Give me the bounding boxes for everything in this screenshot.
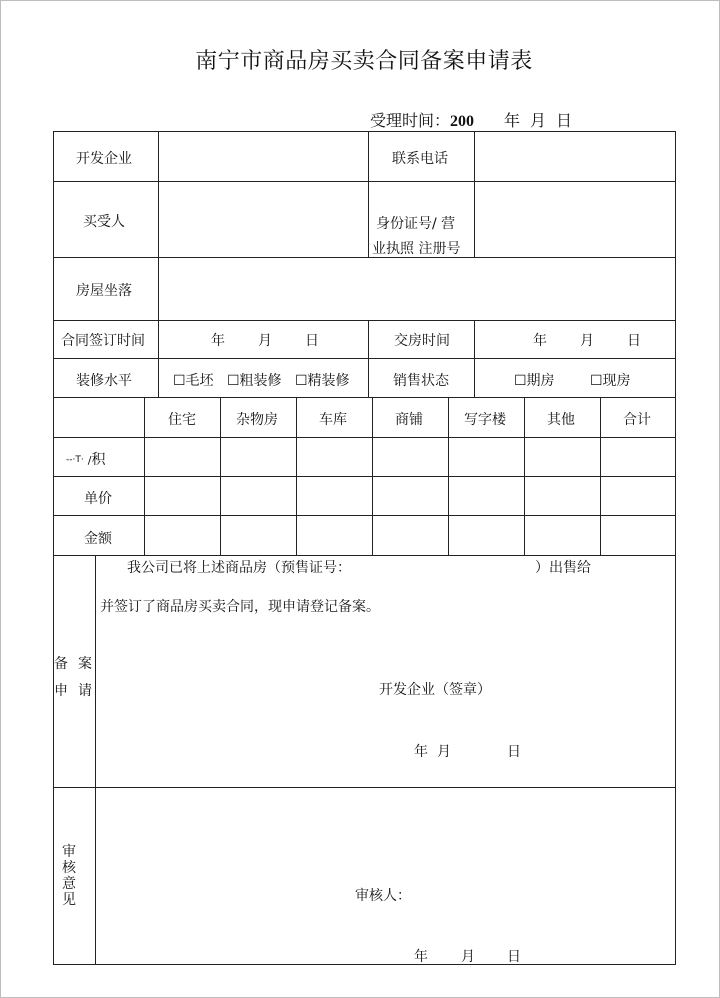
accept-time-day: 日 xyxy=(556,111,573,130)
handover-year: 年 xyxy=(533,333,547,349)
sign-date-label: 合同签订时间 xyxy=(61,333,145,349)
decoration-label: 装修水平 xyxy=(76,373,132,389)
decoration-option-basic[interactable]: ☐粗装修 xyxy=(227,373,282,389)
area-label-char: 积 xyxy=(91,452,106,468)
decoration-option-rough[interactable]: ☐毛坯 xyxy=(173,373,214,389)
review-label: 审核意见 xyxy=(62,844,76,908)
column-office: 写字楼 xyxy=(464,412,506,428)
filing-label-row2 xyxy=(54,680,92,700)
decoration-option-fine[interactable]: ☐精装修 xyxy=(295,373,350,389)
column-other: 其他 xyxy=(547,412,575,428)
area-label-slash: / xyxy=(87,454,92,467)
amount-label: 金额 xyxy=(84,531,112,547)
filing-label-char-1: 备 xyxy=(54,656,68,672)
column-garage: 车库 xyxy=(319,412,347,428)
filing-label-char-3: 申 xyxy=(54,683,68,699)
form-title: 南宁市商品房买卖合同备案申请表 xyxy=(195,49,533,74)
sales-option-presale[interactable]: ☐期房 xyxy=(514,373,555,389)
accept-time-label: 受理时间： xyxy=(370,111,451,130)
id-label-line1: 身份证号/ 营 xyxy=(376,216,456,232)
filing-label-char-2: 案 xyxy=(78,656,92,672)
developer-label: 开发企业 xyxy=(76,151,132,167)
column-residential: 住宅 xyxy=(168,412,196,428)
buyer-label: 买受人 xyxy=(83,214,125,230)
unit-price-label: 单价 xyxy=(84,491,112,507)
handover-label: 交房时间 xyxy=(394,333,450,349)
filing-label-row1 xyxy=(54,653,92,673)
sign-date-day: 日 xyxy=(305,333,319,349)
filing-line1-prefix: 我公司已将上述商品房（预售证号： xyxy=(127,560,351,576)
filing-label-char-4: 请 xyxy=(78,683,92,699)
phone-label: 联系电话 xyxy=(392,151,448,167)
review-date-year: 年 xyxy=(414,949,428,965)
filing-line2: 并签订了商品房买卖合同，现申请登记备案。 xyxy=(100,599,380,615)
filing-line1-suffix: ）出售给 xyxy=(535,560,591,576)
handover-day: 日 xyxy=(627,333,641,349)
filing-date-year: 年 xyxy=(414,744,428,760)
area-label-prefix: --·T· xyxy=(66,455,84,465)
id-label-line2: 业执照 注册号 xyxy=(372,241,461,257)
filing-date-month: 月 xyxy=(437,744,451,760)
filing-stamp: 开发企业（签章） xyxy=(379,682,491,698)
accept-time-year: 年 xyxy=(504,111,521,130)
column-total: 合计 xyxy=(623,412,651,428)
sales-option-existing[interactable]: ☐现房 xyxy=(590,373,631,389)
location-label: 房屋坐落 xyxy=(76,283,132,299)
area-label xyxy=(66,449,105,469)
sign-date-month: 月 xyxy=(258,333,272,349)
accept-time-year-prefix: 200 xyxy=(450,113,475,130)
reviewer-label: 审核人： xyxy=(355,888,411,904)
column-storage: 杂物房 xyxy=(236,412,278,428)
accept-time xyxy=(370,108,572,131)
filing-date-day: 日 xyxy=(507,744,521,760)
sales-status-label: 销售状态 xyxy=(393,373,449,389)
review-date-day: 日 xyxy=(507,949,521,965)
sign-date-year: 年 xyxy=(211,333,225,349)
handover-month: 月 xyxy=(580,333,594,349)
accept-time-month: 月 xyxy=(530,111,547,130)
column-shop: 商铺 xyxy=(395,412,423,428)
review-date-month: 月 xyxy=(461,949,475,965)
